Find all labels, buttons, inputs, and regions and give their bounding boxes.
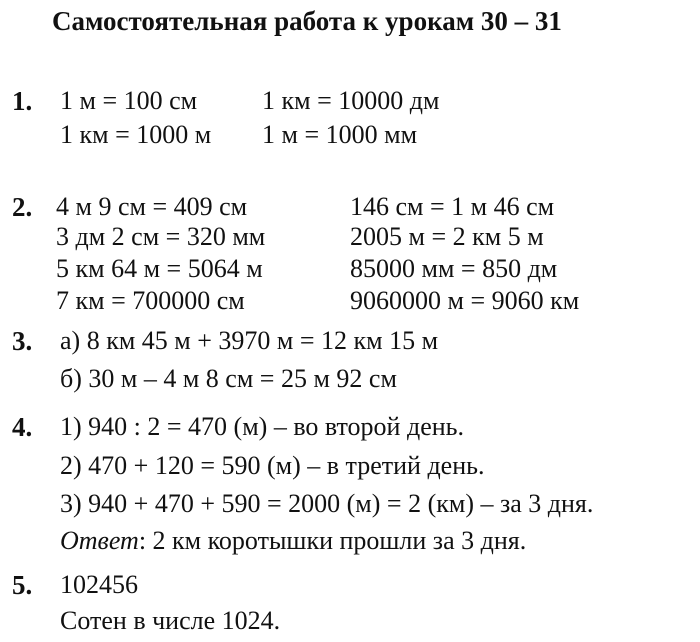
page-title: Самостоятельная работа к урокам 30 – 31 bbox=[52, 6, 562, 36]
exercise-4-step-2: 2) 470 + 120 = 590 (м) – в третий день. bbox=[60, 451, 485, 480]
exercise-5-number: 5. bbox=[12, 570, 33, 600]
exercise-2-row-3-left: 5 км 64 м = 5064 м bbox=[56, 254, 263, 283]
exercise-2-row-1-left: 4 м 9 см = 409 см bbox=[56, 192, 248, 221]
exercise-2-row-2-left: 3 дм 2 см = 320 мм bbox=[56, 222, 266, 251]
exercise-2-row-3-right: 85000 мм = 850 дм bbox=[350, 254, 558, 283]
exercise-2-row-4-right: 9060000 м = 9060 км bbox=[350, 286, 580, 315]
exercise-3-number: 3. bbox=[12, 326, 33, 356]
exercise-3-line-b: б) 30 м – 4 м 8 см = 25 м 92 см bbox=[60, 364, 397, 393]
exercise-1-row-2-right: 1 м = 1000 мм bbox=[262, 120, 418, 149]
exercise-3-line-a: а) 8 км 45 м + 3970 м = 12 км 15 м bbox=[60, 326, 439, 355]
answer-label: Ответ bbox=[60, 526, 139, 555]
exercise-2-row-4-left: 7 км = 700000 см bbox=[56, 286, 245, 315]
exercise-5-line-2: Сотен в числе 1024. bbox=[60, 606, 281, 635]
exercise-4-answer bbox=[60, 526, 526, 556]
exercise-4-step-1: 1) 940 : 2 = 470 (м) – во второй день. bbox=[60, 412, 465, 441]
exercise-1-number: 1. bbox=[12, 86, 33, 116]
exercise-5-line-1: 102456 bbox=[60, 570, 138, 599]
exercise-4-number: 4. bbox=[12, 412, 33, 442]
answer-text: : 2 км коротышки прошли за 3 дня. bbox=[138, 526, 527, 555]
exercise-2-row-1-right: 146 см = 1 м 46 см bbox=[350, 192, 555, 221]
exercise-1-row-2-left: 1 км = 1000 м bbox=[60, 120, 212, 149]
exercise-1-row-1-left: 1 м = 100 см bbox=[60, 86, 198, 115]
exercise-2-number: 2. bbox=[12, 192, 33, 222]
exercise-1-row-1-right: 1 км = 10000 дм bbox=[262, 86, 440, 115]
exercise-4-step-3: 3) 940 + 470 + 590 = 2000 (м) = 2 (км) – за 3 дня. bbox=[60, 489, 594, 518]
exercise-2-row-2-right: 2005 м = 2 км 5 м bbox=[350, 222, 544, 251]
